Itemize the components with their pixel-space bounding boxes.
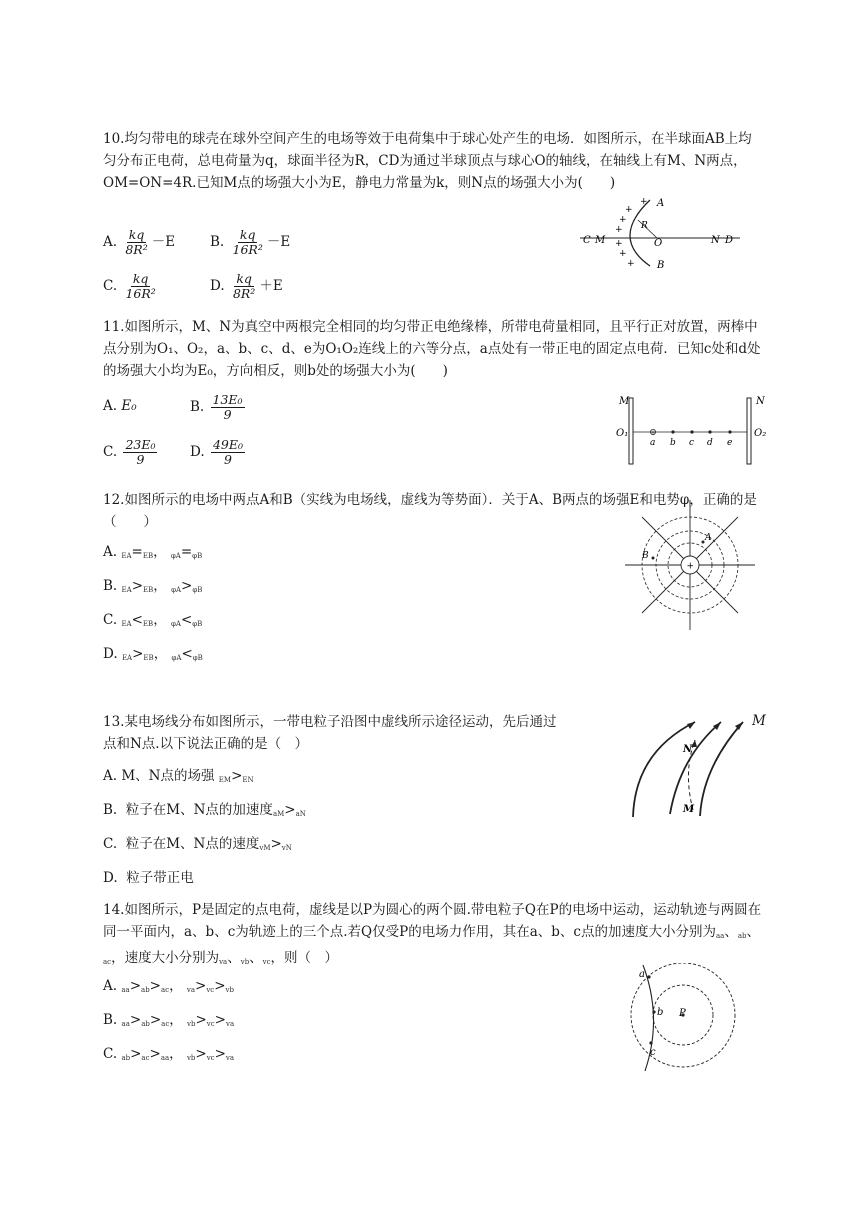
q11-option-a: A. E₀: [103, 398, 137, 414]
q11-option-c: C. $\frac{\text{23E₀}}{9}$: [103, 437, 156, 467]
label-A: A: [705, 533, 712, 543]
label-N: N: [711, 235, 720, 246]
label-c: c: [650, 1047, 656, 1058]
label-e: e: [727, 438, 733, 448]
q10-hemisphere-figure: [575, 190, 745, 270]
label-D: D: [725, 235, 734, 246]
label-M: M: [619, 396, 630, 407]
label-O1: O₁: [616, 428, 629, 439]
label-M: M: [595, 235, 606, 246]
label-c: c: [689, 438, 695, 448]
q12-option-c: C. $_{EA}<_{EB}$， $_{\varphi A}<_{\varphi B}$: [103, 612, 203, 628]
q14-option-b: B. $_{aa}>_{ab}>_{ac}$， $_{vb}>_{vc}>_{va}$: [103, 1012, 235, 1028]
label-O2: O₂: [754, 428, 767, 439]
svg-text:+: +: [619, 249, 627, 259]
q13-option-c: C. 粒子在M、N点的速度$_{vM}>_{vN}$: [103, 836, 292, 852]
label-C: C: [583, 235, 591, 246]
q10-option-b: B. $\frac{kq}{\text{16R²}}$ －E: [210, 227, 291, 257]
svg-text:+: +: [619, 215, 627, 225]
q14-stem: 14.如图所示，P是固定的点电荷，虚线是以P为圆心的两个圆.带电粒子Q在P的电场中运动，运动轨迹与两圆在同一平面内，a、b、c为轨迹上的三个点.若Q仅受P的电场力作用，其在a、b、c点的加速度大小分别为$_{aa}$、$_{ab}$、$_{ac}$，速度大小分别为$_{va}$、$_{vb}$、$_{vc}$，则（ ）: [103, 902, 762, 966]
label-d: d: [707, 438, 713, 448]
q14-option-a: A. $_{aa}>_{ab}>_{ac}$， $_{va}>_{vc}>_{vb}$: [103, 978, 234, 994]
q11-option-d: D. $\frac{\text{49E₀}}{9}$: [190, 437, 243, 467]
q12-option-a: A. $_{EA}=_{EB}$， $_{\varphi A}=_{\varphi B}$: [103, 544, 203, 560]
label-a: a: [639, 969, 645, 980]
q11-rods-figure: [615, 392, 775, 472]
q12-option-d: D. $_{EA}>_{EB}$， $_{\varphi A}<_{\varphi B}$: [103, 646, 203, 662]
label-B: B: [657, 260, 665, 270]
label-P: P: [679, 1008, 686, 1019]
q13-stem-line2: 点和N点.以下说法正确的是（ ）: [103, 736, 309, 752]
q10-option-d: D. $\frac{kq}{\text{8R²}}$ ＋E: [210, 271, 283, 301]
q13-stem: 13.某电场线分布如图所示，一带电粒子沿图中虚线所示途径运动，先后通过: [103, 714, 557, 730]
label-R: R: [641, 221, 648, 231]
q11-option-b: B. $\frac{\text{13E₀}}{9}$: [190, 392, 243, 422]
q13-option-d: D. 粒子带正电: [103, 870, 194, 886]
label-N: N: [756, 396, 765, 407]
label-A: A: [657, 198, 665, 209]
q14-option-c: C. $_{ab}>_{ac}>_{aa}$， $_{vb}>_{vc}>_{va}$: [103, 1046, 235, 1062]
svg-text:+: +: [686, 561, 695, 572]
q13-option-b: B. 粒子在M、N点的加速度$_{aM}>_{aN}$: [103, 802, 306, 818]
svg-text:+: +: [627, 259, 635, 269]
q10-stem: 10.均匀带电的球壳在球外空间产生的电场等效于电荷集中于球心处产生的电场．如图所示，在半球面AB上均匀分布正电荷，总电荷量为q，球面半径为R，CD为通过半球顶点与球心O的轴线，在轴线上有M、N两点，OM=ON=4R.已知M点的场强大小为E，静电力常量为k，则N点的场强大小为( ): [103, 131, 752, 191]
label-N: N: [683, 744, 693, 755]
svg-text:+: +: [650, 429, 656, 437]
q10-option-c: C. $\frac{kq}{\text{16R²}}$: [103, 271, 156, 301]
q12-stem: 12.如图所示的电场中两点A和B（实线为电场线，虚线为等势面）．关于A、B两点的场强E和电势φ，正确的是（ ）: [103, 492, 757, 530]
q13-option-a: A. M、N点的场强 $_{EM}>_{EN}$: [103, 768, 254, 784]
q12-field-figure: [620, 495, 760, 635]
q12-option-b: B. $_{EA}>_{EB}$， $_{\varphi A}>_{\varphi B}$: [103, 578, 203, 594]
svg-text:+: +: [615, 239, 623, 249]
label-a: a: [650, 438, 656, 448]
q13-stem-tail: M: [752, 713, 766, 729]
q11-stem: 11.如图所示，M、N为真空中两根完全相同的均匀带正电绝缘棒，所带电荷量相同，且平行正对放置，两棒中点分别为O₁、O₂，a、b、c、d、e为O₁O₂连线上的六等分点，a点处有一带正电的固定点电荷．已知c处和d处的场强大小均为E₀，方向相反，则b处的场强大小为( ): [103, 319, 761, 379]
q13-fieldlines-figure: [625, 712, 750, 822]
q10-option-a: A. $\frac{kq}{\text{8R²}}$ －E: [103, 227, 176, 257]
svg-text:+: +: [625, 205, 633, 215]
label-b: b: [670, 438, 676, 448]
label-M: M: [683, 804, 695, 815]
svg-text:+: +: [615, 225, 623, 235]
q14-orbit-figure: [615, 963, 755, 1073]
label-B: B: [642, 551, 649, 561]
label-O: O: [654, 238, 663, 249]
label-b: b: [657, 1007, 664, 1018]
svg-text:+: +: [640, 197, 648, 207]
